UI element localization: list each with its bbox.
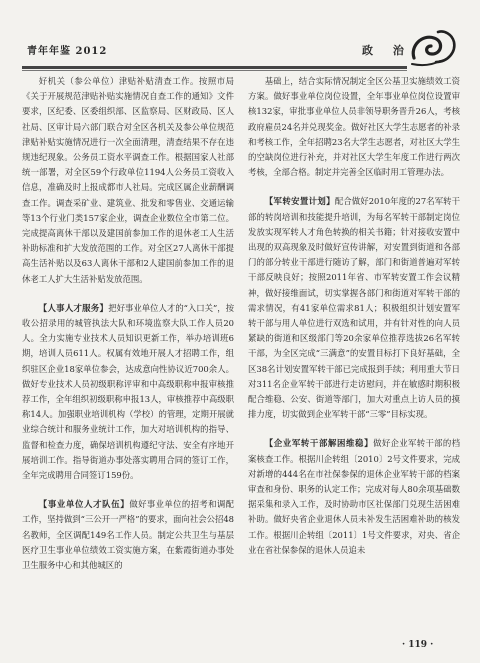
section-personnel-services <box>22 301 234 483</box>
page-header <box>0 0 480 72</box>
paragraph-performance-pay: 基础上，结合实际情况制定全区公基卫实施绩效工资方案。做好事业单位岗位设置，全年事业单位岗位设置审核132家，审批事业单位人员非领导职务晋升26人，考核政府雇员24名并兑现奖金。做好社区大学生志愿者的补录和考核工作，全年招聘23名大学生志愿者，对社区大学生的空缺岗位进行补充，并对社区大学生年度工作进行两次考核，全部合格。制定并完善全区临时用工管理办法。 <box>248 76 460 178</box>
section-body: 配合做好2010年度的27名军转干部的转岗培训和技能提升培训，为每名军转干部制定岗位发放实现军转人才角色转换的相关书籍；针对接收安置中出现的双高现象及时做好宣传讲解，对安置到街道和各部门的部分转业干部进行随访了解，部门和街道普遍对军转干部反映良好；按照2011年省、市军转安置工作会议精神，做好接维面试，切实掌握各部门和街道对军转干部的需求情况，有41家单位需求81人；积极组织计划安置军转干部与用人单位进行双选和试用，并有针对性的向人员紧缺的街道和区级部门等20余家单位推荐选拔26名军转干部，为全区完成“三满意”的安置目标打下良好基础，全区38名计划安置军转干部已完成报到手续；利用重大节日对311名企业军转干部进行走访慰问，并在敏感时期积极配合维稳、公安、街道等部门，加大对重点上访人员的摸排力度，切实做到企业军转干部“三零”目标实现。 <box>248 196 460 420</box>
section-military-transfer-plan <box>248 194 460 422</box>
section-body: 做好事业单位的招考和调配工作，坚持做到“三公开一严格”的要求，面向社会公招48名教师，全区调配149名工作人员。制定公共卫生与基层医疗卫生事业单位绩效工资实施方案，在紫霞街道办事处卫生服务中心和其他城区的 <box>22 499 235 571</box>
header-rule-thick <box>22 66 407 69</box>
paragraph-salary-review: 好机关（参公单位）津贴补贴清查工作。按照市局《关于开展规范津贴补贴实施情况自查工作的通知》文件要求，区纪委、区委组织部、区监察局、区财政局、区人社局、区审计局六部门联合对全区各机关及参公单位规范津贴补贴实施情况进行一次全面清理，清查结果不存在违规违纪现象。公务员工资水平调查工作。根据国家人社部统一部署，对全区59个行政单位1194人公务员工资收入信息，准确及时上报成都市人社局。完成区属企业薪酬调查工作。调查采矿业、建筑业、批发和零售业、交通运输等13个行业门类157家企业，调查企业数位全市第二位。完成提高离休干部以及建国前参加工作的退休老工人生活补助标准和扩大发放范围的工作。对全区27人离休干部提高生活补贴以及63人离休干部和2人建国前参加工作的退休老工人扩大生活补贴发放范围。 <box>22 76 234 284</box>
section-title: 政 治 <box>362 44 412 57</box>
header-rule-thin <box>22 70 407 71</box>
section-body: 把好事业单位人才的“入口关”，按收公招录用的城管执法大队和环境监察大队工作人员20人。全力实施专业技术人员知识更新工作，举办培训班6期，培训人员611人。权属有效地开展人才招聘工作，组织驻区企业18家单位参会，达成意向性协议近700余人。做好专业技术人员初级职称评审和中高级职称申报审核推荐工作，全年组织初级职称申报13人，审核推荐中高级职称14人。加强职业培训机构（学校）的管理，定期开展就业综合统计和服务业统计工作，加大对培训机构的指导、监督和检查力度，确保培训机构遵纪守法、安全有序地开展培训工作。指导街道办事处落实聘用合同的签订工作，全年完成聘用合同签订159份。 <box>22 302 235 481</box>
section-heading: 【事业单位人才队伍】 <box>38 499 130 510</box>
section-body: 做好企业军转干部的档案核查工作。根据川企转组〔2010〕2号文件要求，完成对新增的444名在市社保参保的退休企业军转干部的档案审查和身份、职务的认定工作；完成对每人80余项基础数据采集和录入工作，及时协助市区社保部门兑现生活困难补助。做好央省企业退休人员未补发生活困难补助的核发工作。根据川企转组〔2011〕1号文件要求，对央、省企业在省社保参保的退休人员追未 <box>248 438 460 555</box>
section-enterprise-cadre-relief <box>248 436 460 558</box>
section-heading: 【企业军转干部解困维稳】 <box>264 438 374 449</box>
book-title: 青年年鉴 2012 <box>27 46 108 57</box>
left-column <box>22 74 234 573</box>
section-institution-talent <box>22 497 234 573</box>
section-heading: 【人事人才服务】 <box>38 302 109 313</box>
swirl-logo-icon <box>408 28 458 68</box>
right-column <box>248 74 460 558</box>
page-number: · 119 · <box>402 640 434 650</box>
section-heading: 【军转安置计划】 <box>264 196 335 207</box>
